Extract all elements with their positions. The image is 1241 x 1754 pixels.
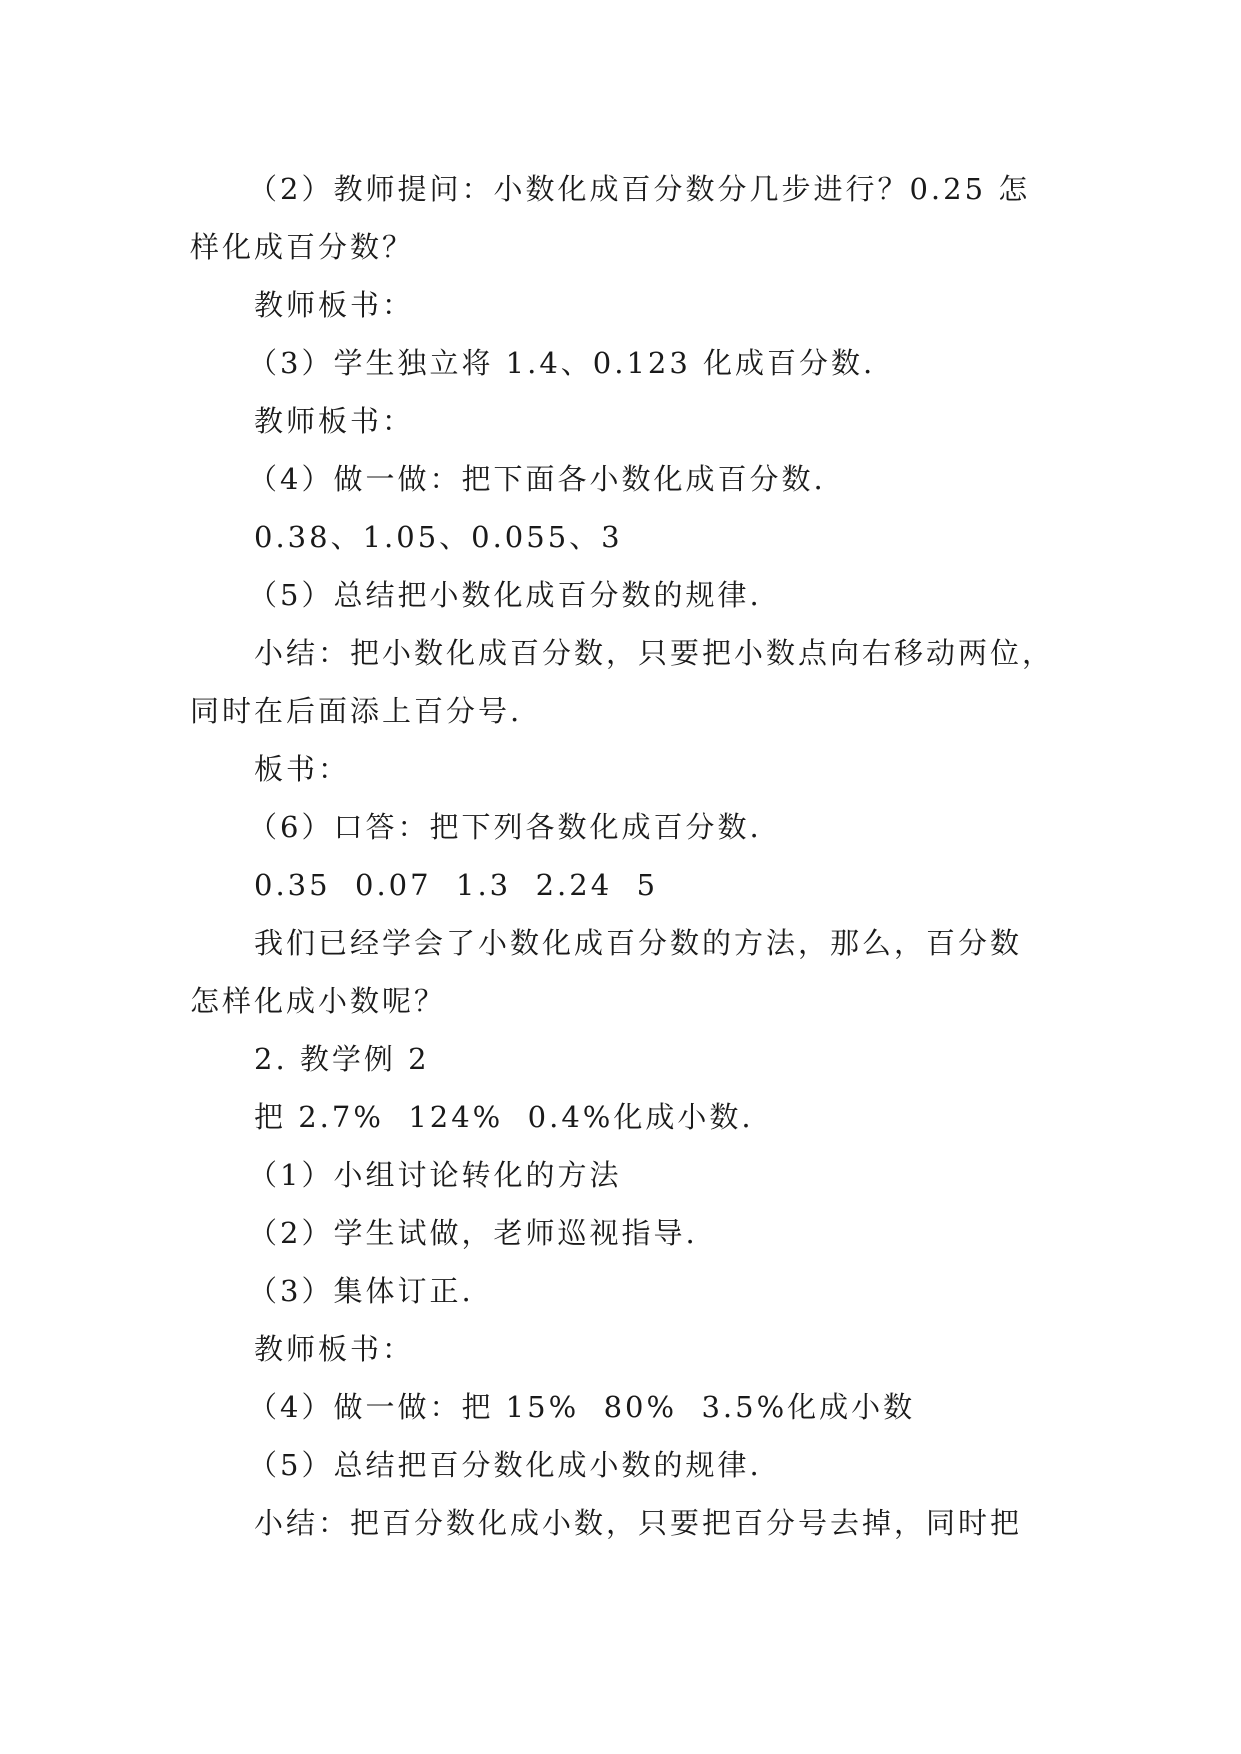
paragraph-23: （5）总结把百分数化成小数的规律.	[248, 1448, 762, 1482]
paragraph-12: （6）口答：把下列各数化成百分数.	[248, 810, 762, 844]
paragraph-10: 同时在后面添上百分号.	[190, 694, 523, 728]
paragraph-15: 怎样化成小数呢？	[190, 984, 447, 1018]
paragraph-4: （3）学生独立将 1.4、0.123 化成百分数.	[248, 346, 876, 380]
paragraph-2: 样化成百分数？	[190, 230, 415, 264]
paragraph-5: 教师板书：	[254, 404, 415, 438]
paragraph-1: （2）教师提问：小数化成百分数分几步进行？0.25 怎	[248, 172, 1031, 206]
paragraph-8: （5）总结把小数化成百分数的规律.	[248, 578, 762, 612]
paragraph-19: （2）学生试做，老师巡视指导.	[248, 1216, 698, 1250]
paragraph-17: 把 2.7% 124% 0.4%化成小数.	[254, 1100, 754, 1134]
paragraph-20: （3）集体订正.	[248, 1274, 474, 1308]
paragraph-6: （4）做一做：把下面各小数化成百分数.	[248, 462, 826, 496]
paragraph-11: 板书：	[254, 752, 351, 786]
paragraph-13: 0.35 0.07 1.3 2.24 5	[254, 868, 659, 902]
paragraph-3: 教师板书：	[254, 288, 415, 322]
paragraph-9: 小结：把小数化成百分数，只要把小数点向右移动两位，	[254, 636, 1055, 670]
paragraph-14: 我们已经学会了小数化成百分数的方法，那么，百分数	[254, 926, 1023, 960]
paragraph-16: 2. 教学例 2	[254, 1042, 430, 1076]
document-body	[190, 160, 1055, 1552]
paragraph-7: 0.38、1.05、0.055、3	[254, 520, 623, 554]
paragraph-18: （1）小组讨论转化的方法	[248, 1158, 622, 1192]
paragraph-24: 小结：把百分数化成小数，只要把百分号去掉，同时把	[254, 1506, 1023, 1540]
paragraph-22: （4）做一做：把 15% 80% 3.5%化成小数	[248, 1390, 916, 1424]
paragraph-21: 教师板书：	[254, 1332, 415, 1366]
